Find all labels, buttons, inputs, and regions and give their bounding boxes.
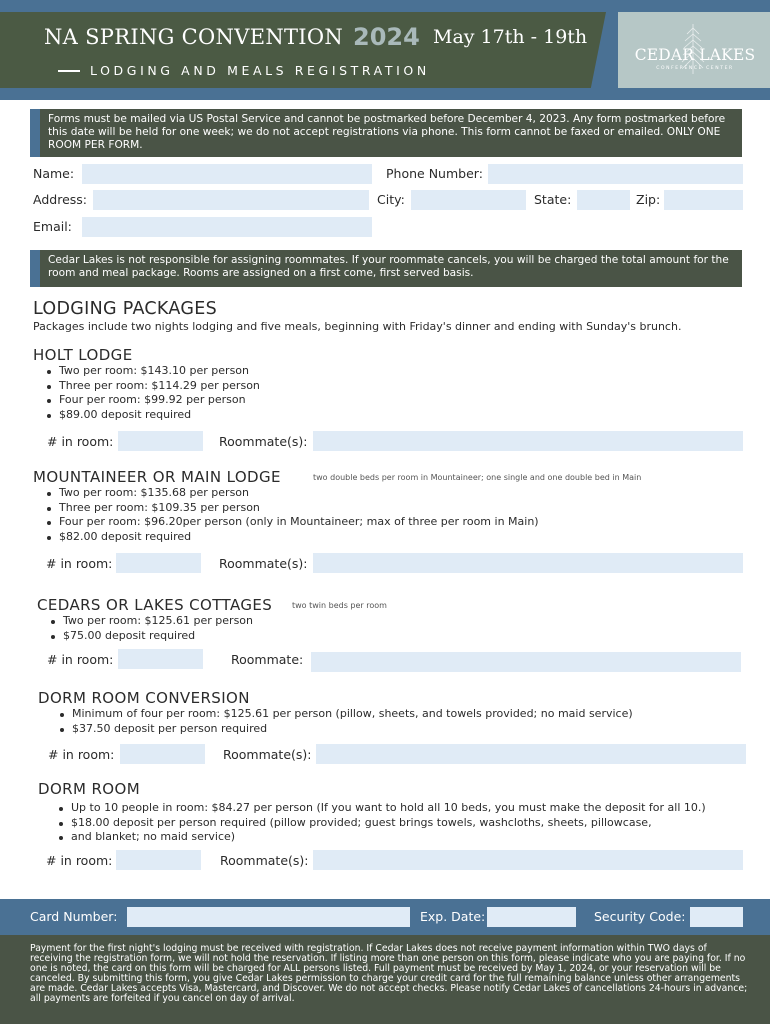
mail-notice <box>30 109 742 157</box>
phone-field[interactable] <box>488 164 743 184</box>
roommate-label: Roommate(s): <box>223 747 312 762</box>
security-code-label: Security Code: <box>594 909 686 924</box>
event-dates: May 17th - 19th <box>433 26 588 48</box>
lodging-intro: Packages include two nights lodging and five meals, beginning with Friday's dinner and ending with Sunday's brunch. <box>33 320 682 333</box>
event-year: 2024 <box>353 23 420 51</box>
roommate-label: Roommate(s): <box>220 853 309 868</box>
email-field[interactable] <box>82 217 372 237</box>
exp-date-label: Exp. Date: <box>420 909 486 924</box>
lodging-heading: LODGING PACKAGES <box>33 299 217 319</box>
city-field[interactable] <box>411 190 526 210</box>
package-title: HOLT LODGE <box>33 346 133 364</box>
card-number-label: Card Number: <box>30 909 118 924</box>
price-item: Three per room: $109.35 per person <box>46 501 539 516</box>
zip-field[interactable] <box>664 190 743 210</box>
room-count-label: # in room: <box>48 747 115 762</box>
price-item: Two per room: $125.61 per person <box>50 614 253 629</box>
name-field[interactable] <box>82 164 372 184</box>
payment-terms: Payment for the first night's lodging must be received with registration. If Cedar Lakes does not receive payment information within TWO days of receiving the registration form, we will not hold the reservation. If listing more than one person on this form, please indicate who you are paying for. If no one is noted, the card on this form will be charged for ALL persons listed. Full payment must be received by May 1, 2024, or your reservation will be canceled. By submitting this form, you give Cedar Lakes permission to charge your credit card for the full remaining balance unless other arrangements are made. Cedar Lakes accepts Visa, Mastercard, and Discover. We do not accept checks. Please notify Cedar Lakes of cancellations 24-hours in advance; all payments are forfeited if you cancel on day of arrival. <box>30 943 748 1004</box>
package-title: DORM ROOM <box>38 780 141 798</box>
state-label: State: <box>534 192 572 207</box>
roommate-field[interactable] <box>313 850 743 870</box>
price-item: Minimum of four per room: $125.61 per person (pillow, sheets, and towels provided; no maid service) <box>59 707 633 722</box>
package-title: CEDARS OR LAKES COTTAGES <box>37 596 273 614</box>
room-count-field[interactable] <box>118 431 203 451</box>
logo-wordmark: CEDAR LAKES <box>634 46 756 64</box>
price-item: $89.00 deposit required <box>46 408 260 423</box>
roommate-field[interactable] <box>311 652 741 672</box>
roommate-field[interactable] <box>313 553 743 573</box>
email-label: Email: <box>33 219 72 234</box>
price-item: $75.00 deposit required <box>50 629 253 644</box>
roommate-notice-text: Cedar Lakes is not responsible for assigning roommates. If your roommate cancels, you will be charged the total amount for the room and meal package. Rooms are assigned on a first come, first served basis. <box>48 254 729 279</box>
price-item: $82.00 deposit required <box>46 530 539 545</box>
roommate-label: Roommate(s): <box>219 556 308 571</box>
package-title: DORM ROOM CONVERSION <box>38 689 250 707</box>
room-count-field[interactable] <box>120 744 205 764</box>
price-item: Two per room: $135.68 per person <box>46 486 539 501</box>
price-item-continued: and blanket; no maid service) <box>58 830 706 845</box>
address-field[interactable] <box>93 190 369 210</box>
security-code-field[interactable] <box>690 907 743 927</box>
page-title: NA SPRING CONVENTION <box>44 25 344 49</box>
price-item: Three per room: $114.29 per person <box>46 379 260 394</box>
subtitle-rule <box>58 70 80 72</box>
room-count-field[interactable] <box>116 553 201 573</box>
mail-notice-text: Forms must be mailed via US Postal Service and cannot be postmarked before December 4, 2023. Any form postmarked before this date will be held for one week; we do not accept registrations via phone. This form cannot be faxed or emailed. ONLY ONE ROOM PER FORM. <box>48 113 726 151</box>
card-number-field[interactable] <box>127 907 410 927</box>
name-label: Name: <box>33 166 75 181</box>
exp-date-field[interactable] <box>487 907 576 927</box>
package-price-list <box>46 364 260 422</box>
roommate-field[interactable] <box>316 744 746 764</box>
roommate-label: Roommate: <box>231 652 304 667</box>
roommate-field[interactable] <box>313 431 743 451</box>
room-count-field[interactable] <box>116 850 201 870</box>
price-item: Two per room: $143.10 per person <box>46 364 260 379</box>
phone-label: Phone Number: <box>386 166 483 181</box>
package-note: two double beds per room in Mountaineer; one single and one double bed in Main <box>313 473 642 482</box>
page-subtitle: LODGING AND MEALS REGISTRATION <box>90 63 430 78</box>
room-count-label: # in room: <box>46 556 113 571</box>
roommate-label: Roommate(s): <box>219 434 308 449</box>
room-count-label: # in room: <box>47 652 114 667</box>
address-label: Address: <box>33 192 87 207</box>
zip-label: Zip: <box>636 192 661 207</box>
state-field[interactable] <box>577 190 630 210</box>
package-price-list <box>59 707 633 736</box>
package-price-list <box>46 486 539 544</box>
price-item: Four per room: $96.20per person (only in Mountaineer; max of three per room in Main) <box>46 515 539 530</box>
roommate-notice <box>30 250 742 287</box>
room-count-label: # in room: <box>46 853 113 868</box>
package-price-list <box>58 801 706 845</box>
city-label: City: <box>377 192 405 207</box>
price-item: Up to 10 people in room: $84.27 per person (If you want to hold all 10 beds, you must make the deposit for all 10.) <box>58 801 706 816</box>
package-title: MOUNTAINEER OR MAIN LODGE <box>33 468 281 486</box>
logo-subtext: CONFERENCE CENTER <box>656 66 734 71</box>
price-item: $18.00 deposit per person required (pillow provided; guest brings towels, washcloths, sheets, pillowcase, <box>58 816 706 831</box>
room-count-field[interactable] <box>118 649 203 669</box>
price-item: $37.50 deposit per person required <box>59 722 633 737</box>
package-price-list <box>50 614 253 643</box>
package-note: two twin beds per room <box>292 601 387 610</box>
price-item: Four per room: $99.92 per person <box>46 393 260 408</box>
room-count-label: # in room: <box>47 434 114 449</box>
